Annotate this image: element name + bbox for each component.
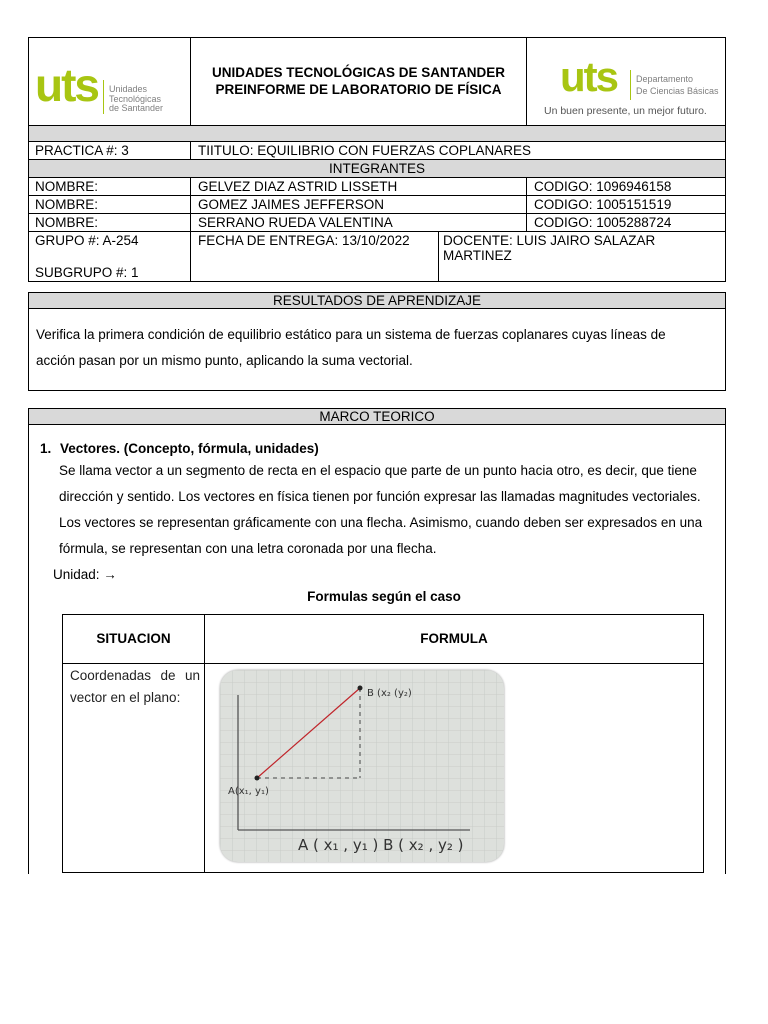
marco-right-border xyxy=(725,424,726,874)
institution-title: UNIDADES TECNOLÓGICAS DE SANTANDER xyxy=(211,65,505,80)
grey-spacer-bar xyxy=(28,125,726,142)
marco-line: fórmula, se representan con una letra coronada por una flecha. xyxy=(59,541,437,556)
vector-sketch-svg xyxy=(220,670,504,862)
docente-line1: DOCENTE: LUIS JAIRO SALAZAR xyxy=(443,233,656,248)
member-name: SERRANO RUEDA VALENTINA xyxy=(191,214,527,232)
col-situacion-header: SITUACION xyxy=(96,631,171,646)
report-title: PREINFORME DE LABORATORIO DE FÍSICA xyxy=(215,82,502,97)
marco-line: Los vectores se representan gráficamente con una flecha. Asimismo, cuando deben ser expresados en una xyxy=(59,515,703,530)
uts-logo-right xyxy=(540,53,720,122)
titulo-cell: TIITULO: EQUILIBRIO CON FUERZAS COPLANARES xyxy=(191,142,726,160)
logo-left-line2: Tecnológicas xyxy=(109,94,162,104)
vector-sketch-photo xyxy=(220,670,504,862)
subgrupo-text: SUBGRUPO #: 1 xyxy=(35,265,139,280)
marco-left-border xyxy=(28,424,29,874)
uts-logo-mark: uts xyxy=(35,59,98,111)
situacion-line1: Coordenadas de un xyxy=(70,668,200,683)
slogan: Un buen presente, un mejor futuro. xyxy=(544,105,707,117)
logo-left-line3: de Santander xyxy=(109,103,164,113)
marco-line: dirección y sentido. Los vectores en física tienen por función expresar las llamadas magnitudes vectoriales. xyxy=(59,489,701,504)
logo-separator xyxy=(103,80,104,114)
member-code: CODIGO: 1005151519 xyxy=(527,196,726,214)
member-name: GOMEZ JAIMES JEFFERSON xyxy=(191,196,527,214)
logo-left-line1: Unidades xyxy=(109,84,148,94)
practica-cell: PRACTICA #: 3 xyxy=(29,142,191,160)
unidad-line: Unidad: → xyxy=(53,567,117,582)
formulas-row-divider xyxy=(63,663,703,664)
formulas-table xyxy=(62,614,704,873)
marco-line: Se llama vector a un segmento de recta en el espacio que parte de un punto hacia otro, es decir, que tiene xyxy=(59,463,697,478)
marco-header: MARCO TEORICO xyxy=(28,408,726,425)
logo-separator-right xyxy=(630,70,631,100)
docente-cell xyxy=(439,232,726,282)
member-code: CODIGO: 1005288724 xyxy=(527,214,726,232)
resultados-header: RESULTADOS DE APRENDIZAJE xyxy=(28,292,726,309)
grupo-text: GRUPO #: A-254 xyxy=(35,233,139,248)
col-formula-header: FORMULA xyxy=(420,631,488,646)
grid-paper xyxy=(220,670,504,862)
member-name: GELVEZ DIAZ ASTRID LISSETH xyxy=(191,178,527,196)
member-code: CODIGO: 1096946158 xyxy=(527,178,726,196)
logo-right-line2: De Ciencias Básicas xyxy=(636,86,719,96)
uts-logo-mark-right: uts xyxy=(560,53,617,100)
situacion-line2: vector en el plano: xyxy=(70,690,181,705)
header-divider-right xyxy=(526,37,527,126)
uts-logo-left xyxy=(35,59,185,118)
label-point-a: A(x₁, y₁) xyxy=(228,786,269,797)
section-heading xyxy=(40,441,319,456)
header-title xyxy=(191,64,526,98)
member-label: NOMBRE: xyxy=(29,196,191,214)
docente-line2: MARTINEZ xyxy=(443,248,512,263)
integrantes-header: INTEGRANTES xyxy=(29,160,726,178)
fecha-cell: FECHA DE ENTREGA: 13/10/2022 xyxy=(191,232,439,282)
sketch-caption: A ( x₁ , y₁ ) B ( x₂ , y₂ ) xyxy=(298,836,464,854)
logo-right-line1: Departamento xyxy=(636,74,694,84)
point-a-dot xyxy=(255,776,260,781)
resultados-line1: Verifica la primera condición de equilibrio estático para un sistema de fuerzas coplanares cuyas líneas de xyxy=(36,327,666,342)
section-number: 1. xyxy=(40,441,52,456)
info-table xyxy=(28,141,726,282)
point-b-dot xyxy=(358,686,363,691)
resultados-line2: acción pasan por un mismo punto, aplicando la suma vectorial. xyxy=(36,353,413,368)
grupo-cell xyxy=(29,232,191,282)
resultados-box xyxy=(28,308,726,391)
formulas-heading: Formulas según el caso xyxy=(307,589,461,604)
formulas-col-divider xyxy=(204,615,205,872)
section-title: Vectores. (Concepto, fórmula, unidades) xyxy=(60,441,319,456)
member-label: NOMBRE: xyxy=(29,214,191,232)
member-label: NOMBRE: xyxy=(29,178,191,196)
label-point-b: B (x₂ (y₂) xyxy=(367,688,412,699)
